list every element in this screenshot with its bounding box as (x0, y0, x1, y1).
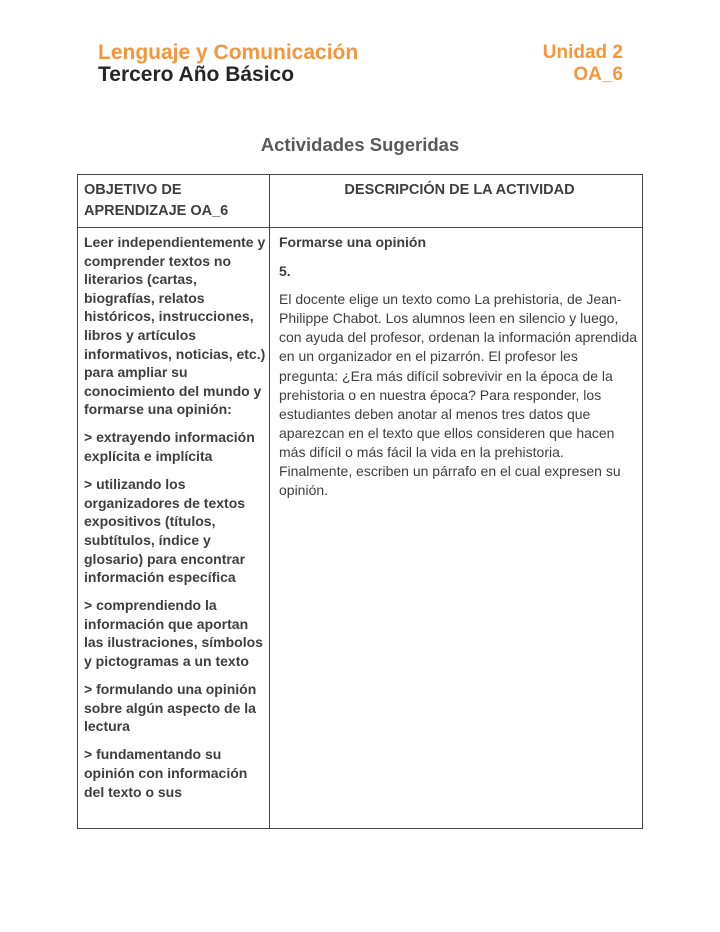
oa-label: OA_6 (573, 64, 623, 85)
subject-title: Lenguaje y Comunicación (98, 41, 359, 64)
document-header (0, 0, 720, 86)
unit-label: Unidad 2 (542, 42, 623, 63)
header-right (543, 42, 623, 86)
table-header-row (78, 175, 642, 228)
activities-table (77, 174, 643, 829)
objective-bullet: > fundamentando su opinión con información del texto o sus (84, 746, 248, 800)
objective-bullet: > extrayendo información explícita e implícita (84, 429, 255, 465)
objective-bullet: > utilizando los organizadores de textos expositivos (títulos, subtítulos, índice y glosario) para encontrar información específica (84, 476, 246, 586)
column-header-description: DESCRIPCIÓN DE LA ACTIVIDAD (344, 182, 575, 198)
table-body-row (78, 228, 642, 828)
objective-intro: Leer independientemente y comprender textos no literarios (cartas, biografías, relatos históricos, instrucciones, libros y artículos informativos, noticias, etc.) para ampliar su conocimiento del mundo y formarse una opinión: (84, 234, 266, 418)
activity-description: El docente elige un texto como La prehistoria, de Jean-Philippe Chabot. Los alumnos leen en silencio y luego, con ayuda del profesor, ordenan la información aprendida en un organizador en el pizarrón. El profesor les pregunta: ¿Era más difícil sobrevivir en la época de la prehistoria o en nuestra época? Para responder, los estudiantes deben anotar al menos tres datos que aparezcan en el texto que ellos consideren que hacen más difícil o más fácil la vida en la prehistoria. Finalmente, escriben un párrafo en el cual expresen su opinión. (279, 291, 638, 499)
objective-cell (78, 228, 270, 828)
objective-bullet: > formulando una opinión sobre algún aspecto de la lectura (84, 681, 257, 735)
header-left (98, 42, 358, 86)
page-title: Actividades Sugeridas (260, 134, 460, 155)
column-header-objective: OBJETIVO DE APRENDIZAJE OA_6 (78, 175, 270, 227)
activity-number: 5. (279, 262, 291, 279)
activity-cell (270, 228, 642, 828)
activity-title: Formarse una opinión (279, 234, 427, 250)
objective-bullet: > comprendiendo la información que aportan las ilustraciones, símbolos y pictogramas a un texto (84, 597, 263, 669)
grade-title: Tercero Año Básico (98, 63, 295, 86)
